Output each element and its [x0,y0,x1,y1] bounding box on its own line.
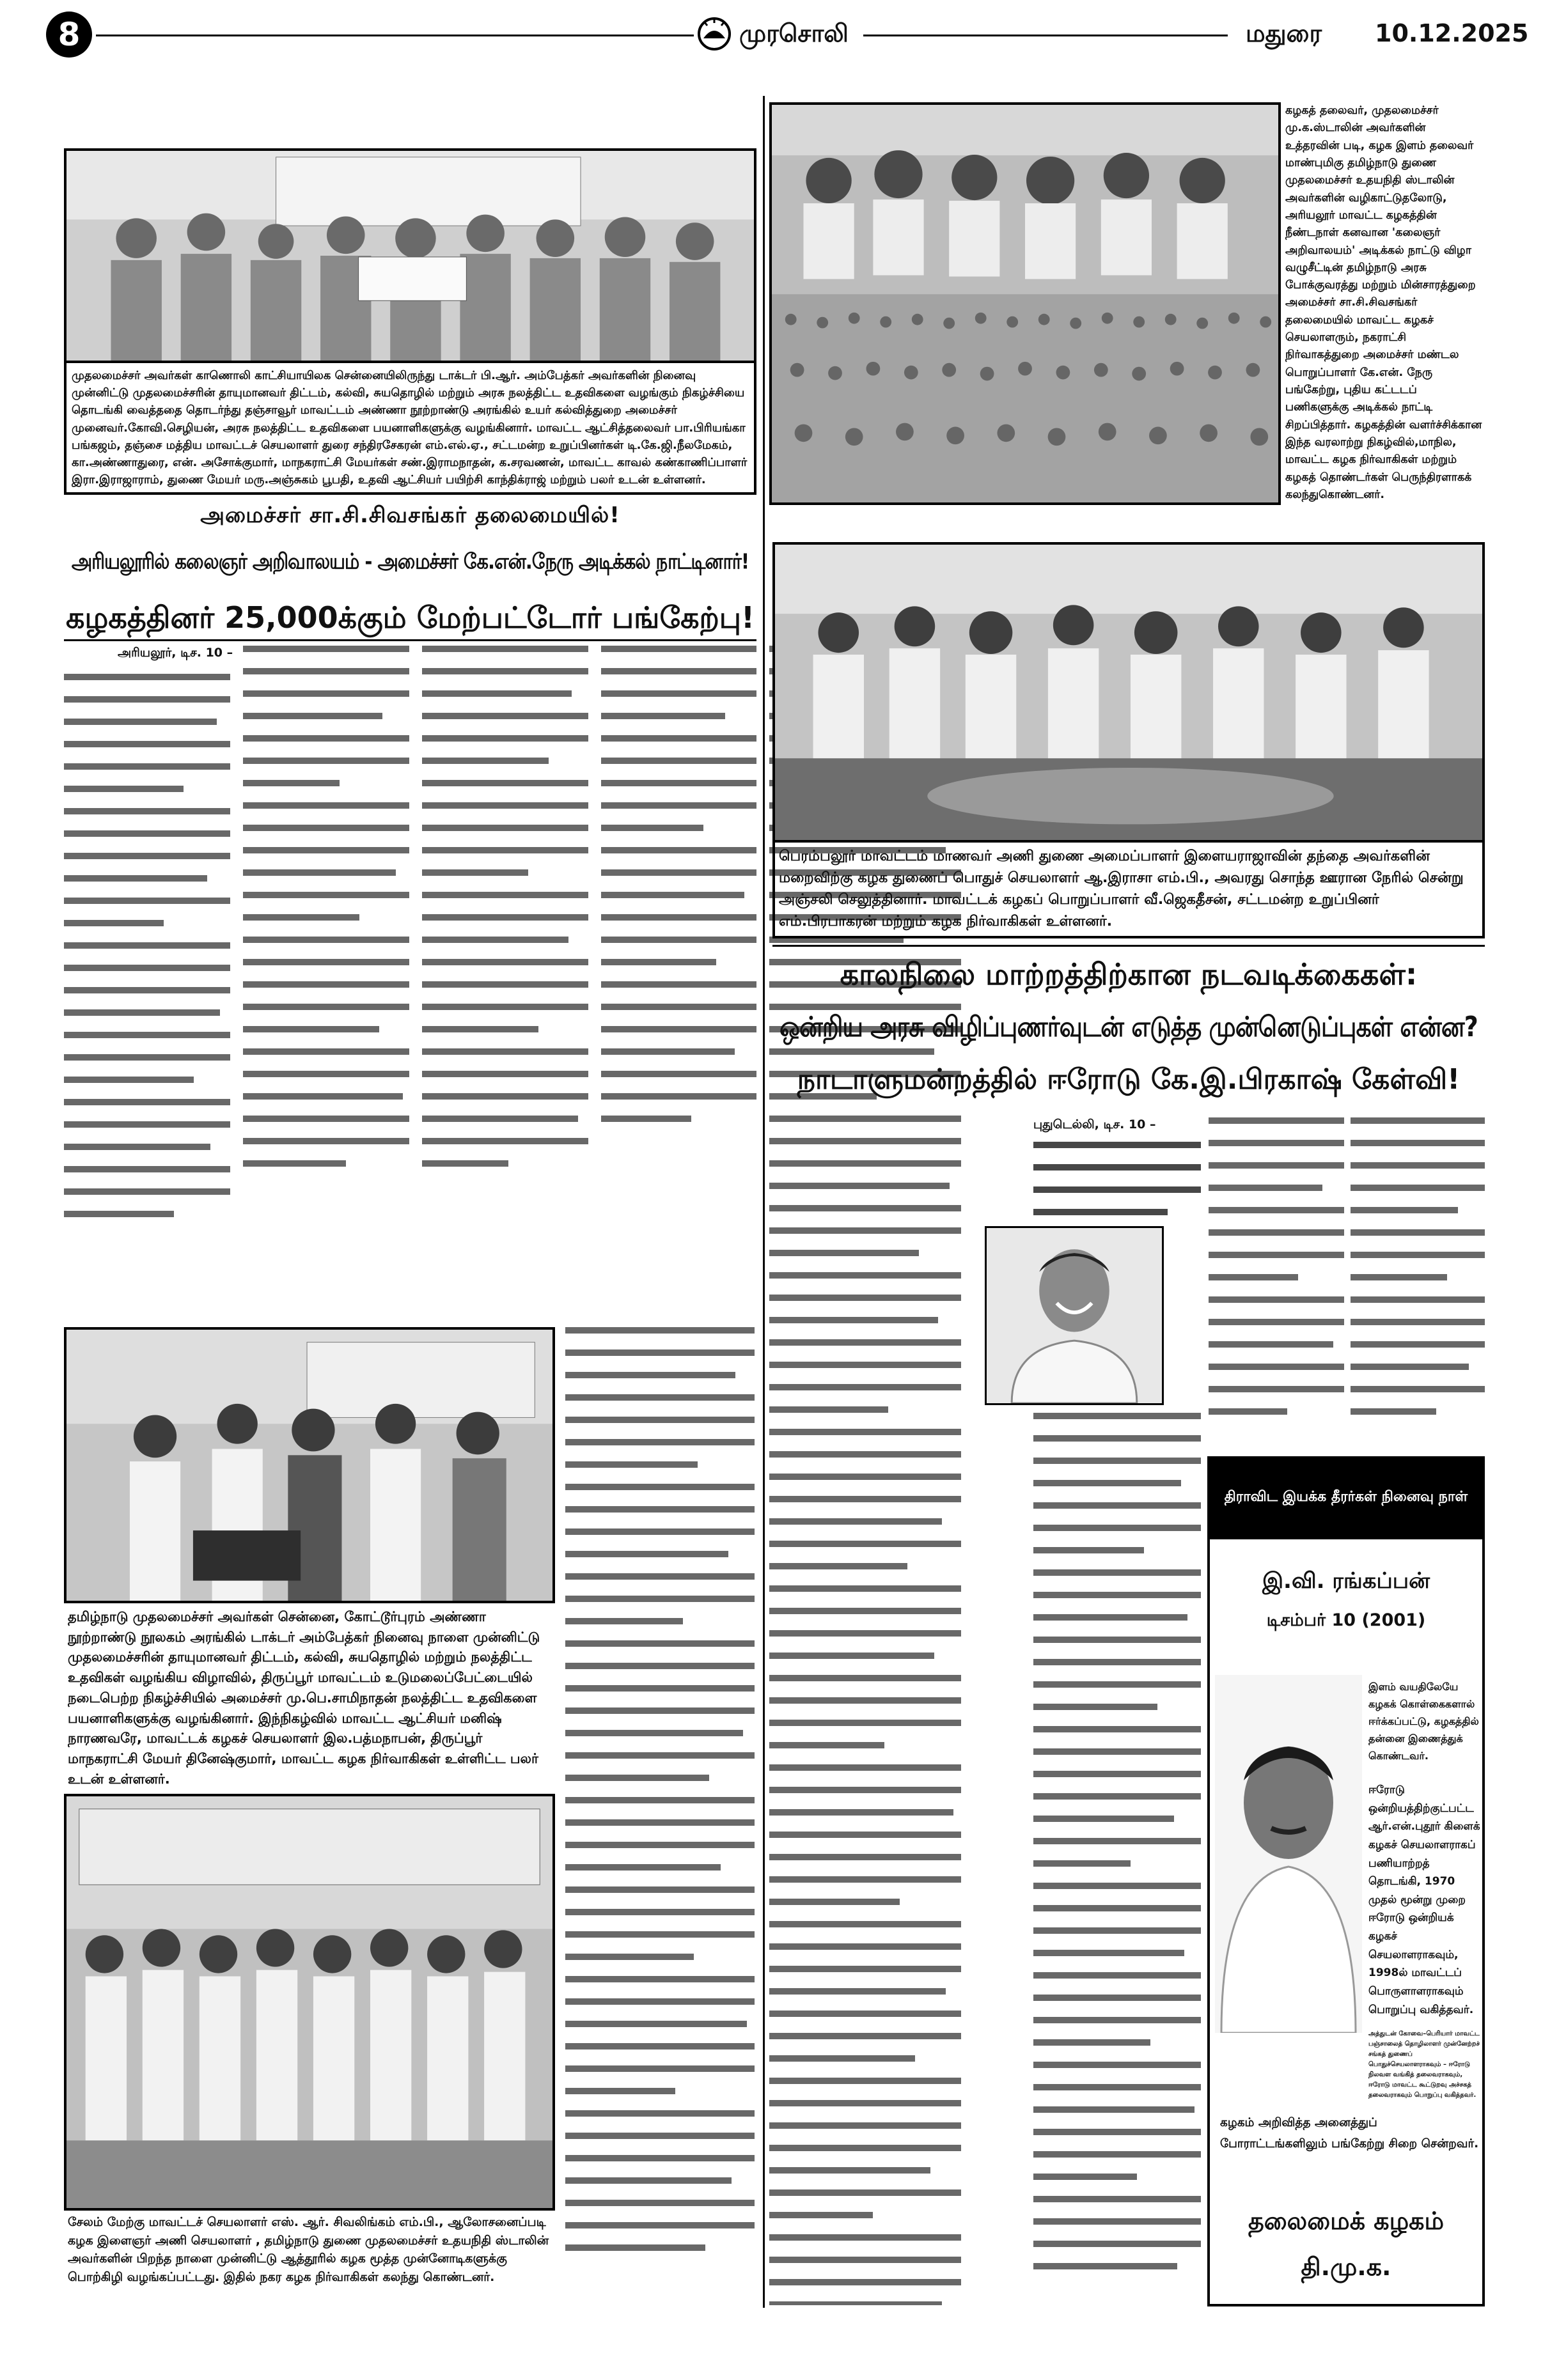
issue-date: 10.12.2025 [1375,19,1529,47]
top-right-photo-caption: கழகத் தலைவர், முதலமைச்சர் மு.க.ஸ்டாலின் அவர்களின் உத்தரவின் படி, கழக இளம் தலைவர் மாண்புமிகு தமிழ்நாடு துணை முதலமைச்சர் உதயநிதி ஸ்டாலின் அவர்களின் வழிகாட்டுதலோடு, அரியலூர் மாவட்ட கழகத்தின் நீண்டநாள் கனவான 'கலைஞர் அறிவாலயம்' அடிக்கல் நாட்டு விழா வழுசீட்டின் தமிழ்நாடு அரசு போக்குவரத்து மற்றும் மின்சாரத்துறை அமைச்சர் சா.சி.சிவசங்கர் தலைமையில் மாவட்ட கழகச் செயலாளரும், நகராட்சி நிர்வாகத்துறை அமைச்சர் மண்டல பொறுப்பாளர் கே.என். நேரு பங்கேற்று, புதிய கட்டடப் பணிகளுக்கு அடிக்கல் நாட்டி சிறப்பித்தார். கழகத்தின் வளர்ச்சிக்கான இந்த வரலாற்று நிகழ்வில்,மாநில, மாவட்ட கழக நிர்வாகிகள் மற்றும் கழகத் தொண்டர்கள் பெருந்திரளாகக் கலந்துகொண்டனர். [1285,104,1482,501]
top-left-photo-caption: முதலமைச்சர் அவர்கள் காணொலி காட்சியாயிலக சென்னையிலிருந்து டாக்டர் பி.ஆர். அம்பேத்கர் அவர்களின் நினைவு முன்னிட்டு முதலமைச்சரின் தாயுமானவர் திட்டம், கல்வி, சுயதொழில் மற்றும் அரசு நலத்திட்ட உதவிகளை வழங்கும் நிகழ்ச்சியை தொடங்கி வைத்ததை தொடர்ந்து தஞ்சாவூர் மாவட்டம் அண்ணா நூற்றாண்டு அரங்கில் உயர் கல்வித்துறை அமைச்சர் முனைவர்.கோவி.செழியன், அரசு நலத்திட்ட உதவிகளை பயனாளிகளுக்கு வழங்கினார். மாவட்ட ஆட்சித்தலைவர் பா.பிரியங்கா பங்கஜம், தஞ்சை மத்திய மாவட்டச் செயலாளர் துரை சந்திரசேகரன் எம்.எல்.ஏ., சட்டமன்ற உறுப்பினர்கள் டி.கே.ஜி.நீலமேகம், கா.அண்ணாதுரை, என். அசோக்குமார், மாநகராட்சி மேயர்கள் சண்.இராமநாதன், க.சரவணன், மாவட்ட காவல் கண்காணிப்பாளர் இரா.இராஜாராம், துணை மேயர் மரு.அஞ்சுகம் பூபதி, உதவி ஆட்சியர் பயிற்சி காந்திக்ராஜ் மற்றும் பலர் உடன் உள்ளனர். [72,369,748,487]
mid-photo-caption: தமிழ்நாடு முதலமைச்சர் அவர்கள் சென்னை, கோட்டூர்புரம் அண்ணா நூற்றாண்டு நூலகம் அரங்கில் டாக்டர் அம்பேத்கர் நினைவு நாளை முன்னிட்டு முதலமைச்சரின் தாயுமானவர் திட்டம், கல்வி, சுயதொழில் மற்றும் நலத்திட்ட உதவிகள் வழங்கிய விழாவில், திருப்பூர் மாவட்டம் உடுமலைப்பேட்டையில் நடைபெற்ற நிகழ்ச்சியில் அமைச்சர் மு.பெ.சாமிநாதன் நலத்திட்ட உதவிகளை பயனாளிகளுக்கு வழங்கினார். இந்நிகழ்வில் மாவட்ட ஆட்சியர் மனிஷ் நாரணவரே, மாவட்டக் கழகச் செயலாளர் இல.பத்மநாபன், திருப்பூர் மாநகராட்சி மேயர் தினேஷ்குமார், மாவட்ட கழக நிர்வாகிகள் உள்ளிட்ட பலர் உடன் உள்ளனர். [68,1609,540,1787]
bottom-photo-caption: சேலம் மேற்கு மாவட்டச் செயலாளர் எஸ். ஆர். சிவலிங்கம் எம்.பி., ஆலோசனைப்படி கழக இளைஞர் அணி செயலாளர் , தமிழ்நாடு துணை முதலமைச்சர் உதயநிதி ஸ்டாலின் அவர்களின் பிறந்த நாளை முன்னிட்டு ஆத்தூரில் கழக மூத்த முன்னோடிகளுக்கு பொற்கிழி வழங்கப்பட்டது. இதில் நகர கழக நிர்வாகிகள் கலந்து கொண்டனர். [68,2215,549,2285]
lead-body-column-3 [422,646,588,1314]
rule-under-lead-headline [64,639,756,641]
climate-body-column-2 [1209,1117,1344,1450]
vertical-rule-center [763,96,765,2308]
funeral-photo-caption: பெரம்பலூர் மாவட்டம் மாணவர் அணி துணை அமைப்பாளர் இளையராஜாவின் தந்தை அவர்களின் மறைவிற்கு கழக துணைப் பொதுச் செயலாளர் ஆ.இராசா எம்.பி., அவரது சொந்த ஊரான நேரில் சென்று அஞ்சலி செலுத்தினார். மாவட்டக் கழகப் பொறுப்பாளர் வீ.ஜெகதீசன், சட்டமன்ற உறுப்பினர் எம்.பிரபாகரன் மற்றும் கழக நிர்வாகிகள் உள்ளனர். [779,848,1464,929]
memorial-bio-1: இளம் வயதிலேயே கழகக் கொள்கைகளால் ஈர்க்கப்பட்டு, கழகத்தில் தன்னை இணைத்துக் கொண்டவர். [1368,1681,1479,1762]
bottom-photo [64,1794,555,2211]
climate-body-column-3 [1351,1117,1485,1450]
mp-portrait [985,1226,1164,1405]
rising-sun-logo-icon [697,17,732,51]
memorial-header: திராவிட இயக்க தீரர்கள் நினைவு நாள் [1224,1489,1468,1505]
climate-subhead: நாடாளுமன்றத்தில் ஈரோடு கே.இ.பிரகாஷ் கேள்வி! [797,1063,1461,1096]
memorial-bio-4: கழகம் அறிவித்த அனைத்துப் போராட்டங்களிலும் பங்கேற்று சிறை சென்றவர். [1220,2116,1479,2151]
masthead-rule-left [96,35,694,36]
paper-name: முரசொலி [739,19,849,47]
memorial-bio-2: ஈரோடு ஒன்றியத்திற்குட்பட்ட ஆர்.என்.புதூர் கிளைக் கழகச் செயலாளராகப் பணியாற்றத் தொடங்கி, 1970 முதல் மூன்று முறை ஈரோடு ஒன்றியக் கழகச் செயலாளராகவும், 1998ல் மாவட்டப் பொருளாளராகவும் பொறுப்பு வகித்தவர். [1368,1784,1480,2016]
lead-headline: அரியலூரில் கலைஞர் அறிவாலயம் - அமைச்சர் கே.என்.நேரு அடிக்கல் நாட்டினார்! [71,548,749,574]
rule-above-climate [772,945,1485,947]
top-right-photo [769,102,1281,505]
memorial-date: டிசம்பர் 10 (2001) [1266,1610,1426,1630]
memorial-org: தி.மு.க. [1301,2253,1391,2281]
lead-body-column-2 [243,646,409,1314]
lead-dateline: அரியலூர், டிச. 10 – [118,646,233,660]
city: மதுரை [1246,19,1322,47]
funeral-photo [772,542,1485,843]
lead-subhead: கழகத்தினர் 25,000க்கும் மேற்பட்டோர் பங்கேற்பு! [65,600,755,635]
memorial-name: இ.வி. ரங்கப்பன் [1262,1568,1430,1594]
page-number: 8 [58,16,81,53]
center-body-column-1 [565,1327,755,2305]
masthead [0,0,1543,70]
memorial-portrait [1215,1675,1362,2033]
mid-photo [64,1327,555,1603]
climate-headline: ஒன்றிய அரசு விழிப்புணர்வுடன் எடுத்த முன்னெடுப்புகள் என்ன? [779,1010,1478,1043]
masthead-rule-right [863,35,1228,36]
memorial-bio-3: அத்துடன் கோவை–பெரியார் மாவட்ட பஞ்சாலைத் தொழிலாளர் முன்னேற்றச் சங்கத் துணைப் பொதுச்செயலாளராகவும் – ஈரோடு நிலவள வங்கித் தலைவராகவும், ஈரோடு மாவட்ட கூட்டுறவு அச்சகத் தலைவராகவும் பொறுப்பு வகித்தவர். [1368,2030,1480,2099]
top-left-photo [64,148,756,363]
lead-kicker: அமைச்சர் சா.சி.சிவசங்கர் தலைமையில்! [200,502,620,528]
climate-body-column-1 [1033,1413,1201,2282]
lead-body-column-4 [601,646,756,1314]
climate-lede [1033,1142,1201,1225]
climate-kicker: காலநிலை மாற்றத்திற்கான நடவடிக்கைகள்: [840,957,1418,992]
memorial-signoff: தலைமைக் கழகம் [1248,2207,1445,2235]
lead-body-column-1 [64,674,230,1314]
climate-dateline: புதுடெல்லி, டிச. 10 – [1033,1117,1156,1132]
